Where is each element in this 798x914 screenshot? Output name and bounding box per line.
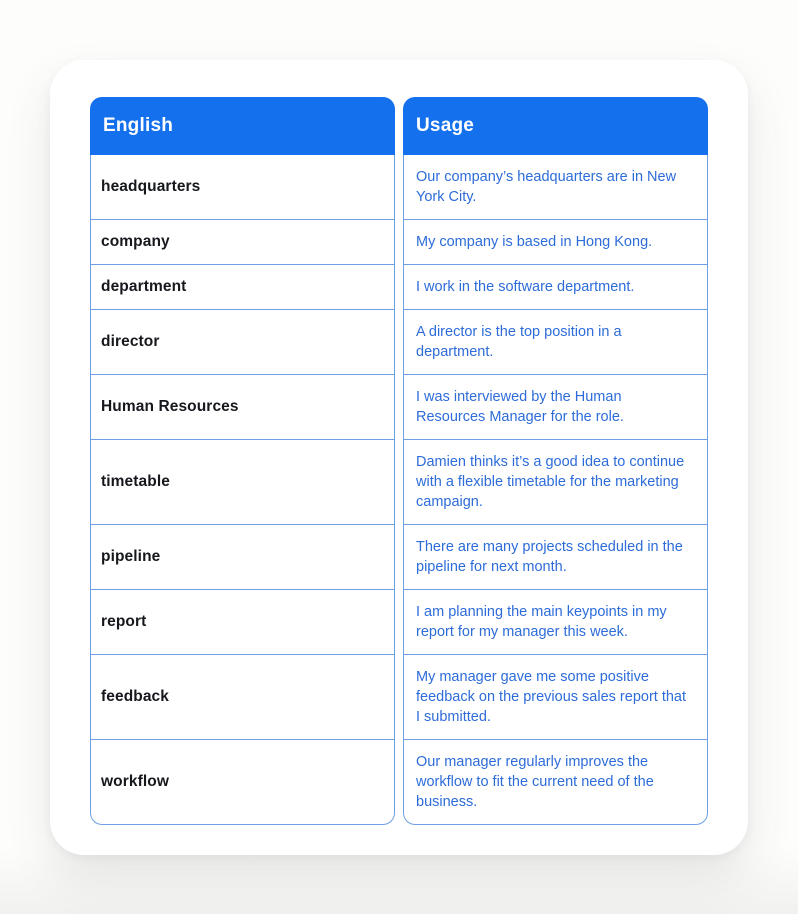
term-text: department [101,278,187,295]
term-cell [90,310,395,375]
usage-text: Damien thinks it’s a good idea to continue with a flexible timetable for the marketing campaign. [416,454,685,510]
usage-cell [403,525,708,590]
card [50,60,748,855]
usage-cell [403,740,708,825]
term-cell [90,265,395,310]
term-text: workflow [101,773,169,790]
term-cell [90,525,395,590]
header-cell-usage [403,97,708,155]
term-text: Human Resources [101,398,239,415]
usage-cell [403,155,708,220]
term-text: timetable [101,473,170,490]
term-cell [90,375,395,440]
term-text: headquarters [101,178,201,195]
usage-cell [403,310,708,375]
table-wrap [90,97,708,825]
usage-text: Our company’s headquarters are in New York City. [416,169,677,205]
term-cell [90,590,395,655]
term-cell [90,220,395,265]
usage-text: I am planning the main keypoints in my report for my manager this week. [416,604,667,640]
term-text: report [101,613,147,630]
vocab-table [90,97,708,825]
usage-cell [403,375,708,440]
term-cell [90,740,395,825]
usage-cell [403,440,708,525]
header-label-usage: Usage [416,115,475,136]
term-text: director [101,333,160,350]
usage-cell [403,590,708,655]
term-text: pipeline [101,548,161,565]
usage-cell [403,655,708,740]
usage-cell [403,220,708,265]
usage-text: There are many projects scheduled in the pipeline for next month. [416,539,683,575]
term-text: feedback [101,688,169,705]
usage-cell [403,265,708,310]
usage-text: A director is the top position in a department. [416,324,622,360]
header-cell-english [90,97,395,155]
term-cell [90,440,395,525]
usage-text: I work in the software department. [416,279,635,295]
usage-text: My manager gave me some positive feedback on the previous sales report that I submitted. [416,669,687,725]
term-cell [90,655,395,740]
usage-text: Our manager regularly improves the workflow to fit the current need of the business. [416,754,654,810]
term-cell [90,155,395,220]
usage-text: My company is based in Hong Kong. [416,234,653,250]
term-text: company [101,233,170,250]
header-label-english: English [103,115,174,136]
usage-text: I was interviewed by the Human Resources Manager for the role. [416,389,624,425]
